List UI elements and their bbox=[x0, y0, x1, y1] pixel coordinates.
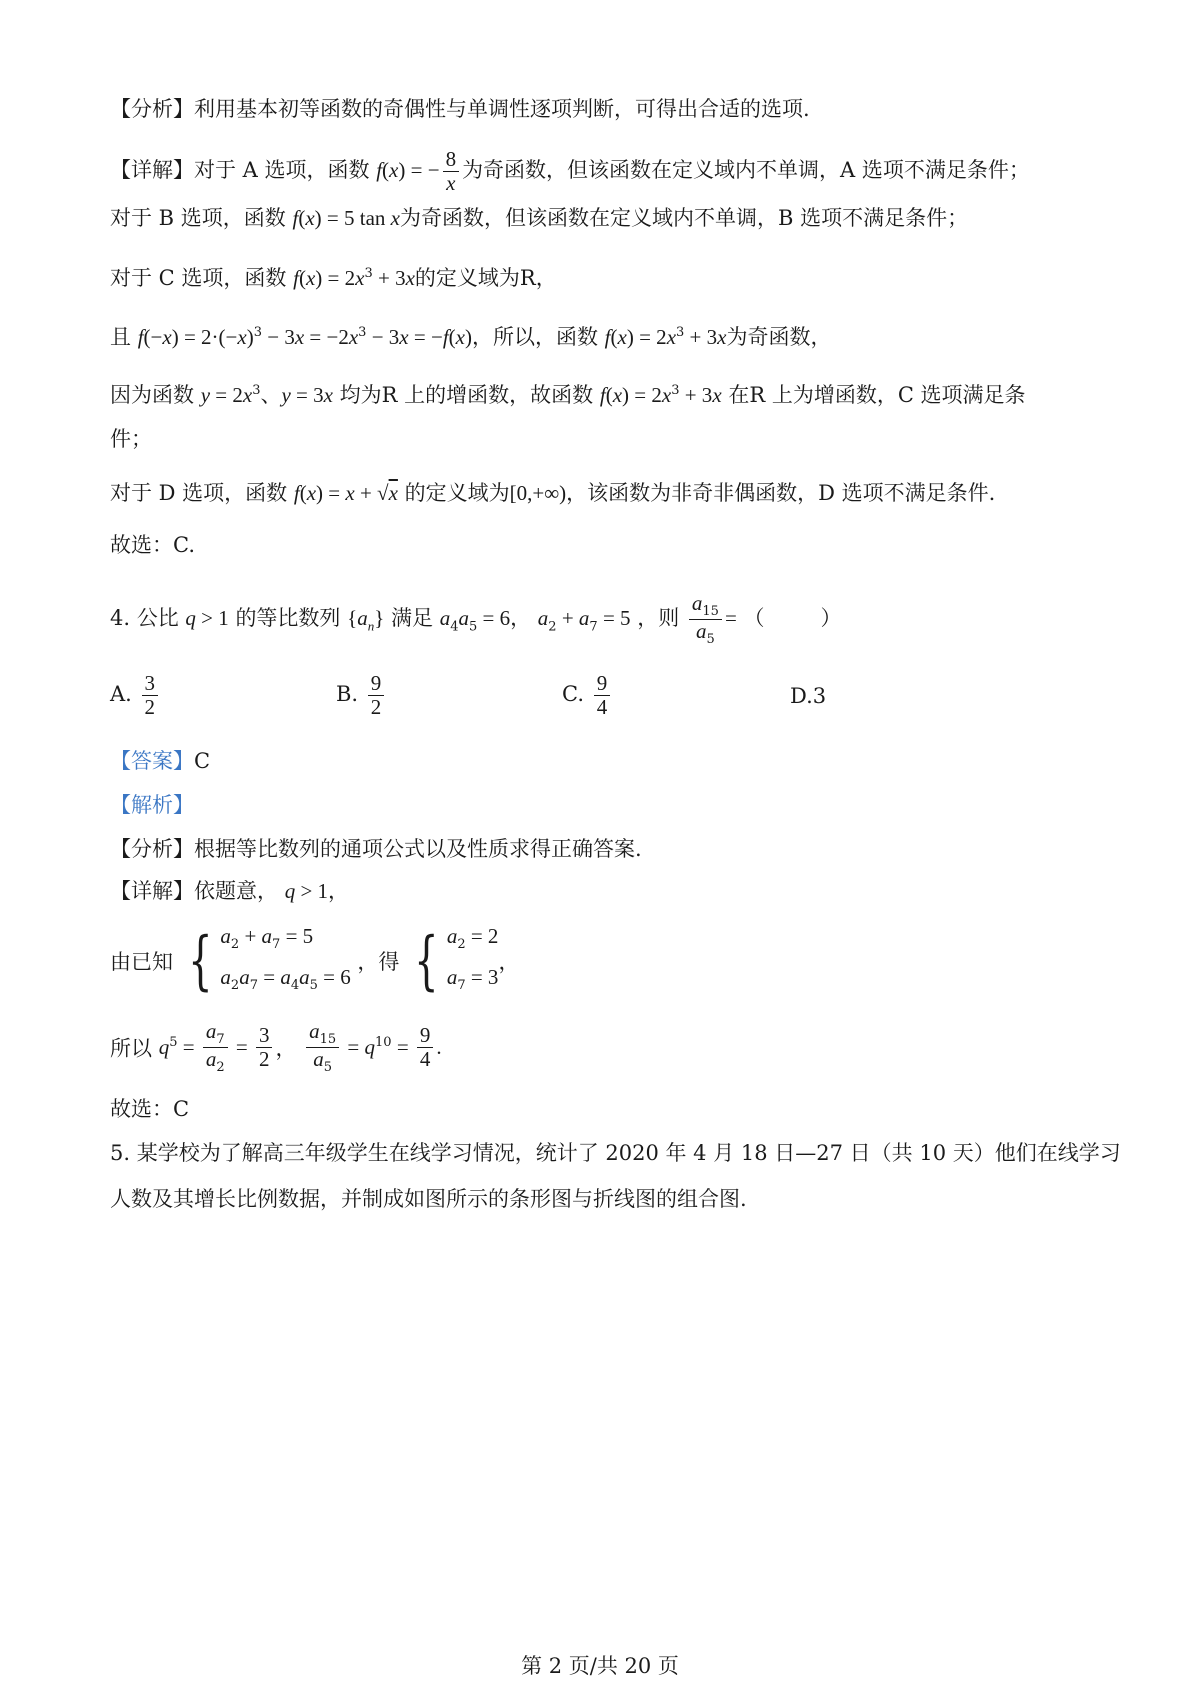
q4-stem-mid2: 满足 bbox=[391, 606, 433, 631]
c3-mid: 均为R 上的增函数，故函数 bbox=[339, 383, 594, 407]
so-prefix: 所以 bbox=[110, 1036, 152, 1061]
q3-detail-b bbox=[110, 203, 968, 233]
q4-analysis-tag: 【分析】 bbox=[110, 837, 194, 861]
choice-c-label: C. bbox=[562, 682, 584, 706]
choice-c[interactable] bbox=[562, 672, 613, 719]
answer-tag: 【答案】 bbox=[110, 749, 194, 773]
answer-value: C bbox=[194, 749, 211, 773]
formula-y1: $y = 2x^3$ bbox=[200, 383, 261, 407]
q4-solution-tag: 【解析】 bbox=[110, 793, 194, 817]
choice-d-value: 3 bbox=[812, 684, 827, 708]
c-prefix: 对于 C 选项，函数 bbox=[110, 266, 287, 290]
q4-detail-text: 依题意， bbox=[194, 879, 278, 903]
detail-tag: 【详解】 bbox=[110, 158, 194, 182]
choice-b-num: 9 bbox=[368, 672, 385, 696]
choice-c-den: 4 bbox=[596, 695, 608, 719]
q3-detail-d bbox=[110, 478, 995, 508]
choice-b[interactable] bbox=[336, 672, 387, 719]
q4-analysis-text: 根据等比数列的通项公式以及性质求得正确答案. bbox=[194, 837, 642, 861]
page-footer: 第 2 页/共 20 页 bbox=[521, 1654, 679, 1678]
q3-analysis bbox=[110, 94, 810, 124]
q5-line1: 5. 某学校为了解高三年级学生在线学习情况，统计了 2020 年 4 月 18 日—27 日（共 10 天）他们在线学习 bbox=[110, 1141, 1121, 1165]
formula-c2b: $f(x) = 2x^3 + 3x$ bbox=[604, 325, 727, 349]
system-known: { $a_2 + a_7 = 5$ $a_2a_7 = a_4a_5 = 6$ bbox=[187, 924, 351, 999]
d-suffix: ，该函数为非奇非偶函数，D 选项不满足条件. bbox=[566, 481, 996, 505]
choice-d-label: D. bbox=[790, 684, 813, 708]
get-text: ，得 bbox=[357, 950, 400, 975]
q4-stem-prefix: 4. 公比 bbox=[110, 606, 179, 631]
known-prefix: 由已知 bbox=[110, 950, 173, 975]
q3-detail-c3-cont: 件； bbox=[110, 427, 152, 451]
b-suffix: 为奇函数，但该函数在定义域内不单调，B 选项不满足条件； bbox=[399, 206, 969, 230]
choice-a-label: A. bbox=[110, 682, 132, 706]
q3-detail-c2 bbox=[110, 318, 831, 352]
q4-stem-mid1: 的等比数列 bbox=[235, 606, 341, 631]
q4-stem-mid3: ， bbox=[510, 606, 532, 631]
q4-answer bbox=[110, 746, 210, 776]
q4-system: 由已知 { $a_2 + a_7 = 5$ $a_2a_7 = a_4a_5 = 6$ ，得 { $a_2 = 2$ $a_7 = 3$ ， bbox=[110, 920, 519, 1002]
q3-detail-c3 bbox=[110, 376, 1026, 410]
choice-b-den: 2 bbox=[370, 695, 382, 719]
q3-detail-c bbox=[110, 259, 557, 293]
q4-so: 所以 $q^5$ = $\frac{a_7}{a_2}$ = $\frac{3}{2}$ ， $\frac{a_{15}}{a_5}$ = $q^{10}$ = $\frac{9}{4}$ . bbox=[110, 1019, 442, 1076]
d-mid: 的定义域为 bbox=[404, 481, 510, 505]
a-suffix: 为奇函数，但该函数在定义域内不单调，A 选项不满足条件； bbox=[462, 158, 1030, 182]
choice-a-den: 2 bbox=[144, 695, 156, 719]
b-prefix: 对于 B 选项，函数 bbox=[110, 206, 286, 230]
c3-suffix: 在R 上为增函数，C 选项满足条 bbox=[728, 383, 1026, 407]
formula-c3: $f(x) = 2x^3 + 3x$ bbox=[599, 383, 722, 407]
choice-b-label: B. bbox=[336, 682, 359, 706]
choice-c-num: 9 bbox=[594, 672, 611, 696]
formula-d: f(x) = x + √x bbox=[293, 481, 398, 505]
c2-prefix: 且 bbox=[110, 325, 131, 349]
q4-stem-mid4: ，则 bbox=[637, 606, 680, 631]
choice-a-num: 3 bbox=[142, 672, 159, 696]
choice-a[interactable] bbox=[110, 672, 161, 719]
c2-mid: ，所以，函数 bbox=[471, 325, 598, 349]
formula-c2: $f(-x) = 2\cdot(-x)^3 - 3x = -2x^3 - 3x = -f(x)$ bbox=[137, 325, 472, 349]
d-domain: [0,+∞) bbox=[509, 481, 567, 505]
q4-detail-tag: 【详解】 bbox=[110, 879, 194, 903]
a-prefix: 对于 A 选项，函数 bbox=[194, 158, 370, 182]
c3-prefix: 因为函数 bbox=[110, 383, 194, 407]
q4-conclusion: 故选：C bbox=[110, 1097, 190, 1121]
analysis-tag: 【分析】 bbox=[110, 97, 194, 121]
formula-c: $f(x) = 2x^3 + 3x$ bbox=[293, 266, 415, 290]
c2-suffix: 为奇函数， bbox=[726, 325, 832, 349]
c3-sep: 、 bbox=[260, 383, 282, 407]
analysis-text: 利用基本初等函数的奇偶性与单调性逐项判断，可得出合适的选项. bbox=[194, 97, 810, 121]
choice-d[interactable] bbox=[790, 684, 826, 708]
q3-detail-a bbox=[110, 148, 1030, 195]
formula-y2: y = 3x bbox=[281, 383, 333, 407]
q4-stem: 4. 公比 q > 1 的等比数列 $\{a_n\}$ 满足 $a_4a_5 = 6$， $a_2 + a_7 = 5$ ，则 $\frac{a_{15}}{a_5}$ = （ ） bbox=[110, 591, 842, 648]
q3-conclusion: 故选：C. bbox=[110, 533, 195, 557]
q4-analysis bbox=[110, 834, 642, 864]
formula-a: f(x) = − $\frac{8}{x}$ bbox=[376, 158, 462, 182]
c-suffix: 的定义域为R， bbox=[414, 266, 557, 290]
formula-b: f(x) = 5 tan x bbox=[292, 206, 400, 230]
system-result: { $a_2 = 2$ $a_7 = 3$ bbox=[414, 924, 499, 999]
d-prefix: 对于 D 选项，函数 bbox=[110, 481, 288, 505]
q5-line2: 人数及其增长比例数据，并制成如图所示的条形图与折线图的组合图. bbox=[110, 1187, 747, 1211]
q4-detail: 【详解】依题意， q > 1， bbox=[110, 879, 350, 903]
